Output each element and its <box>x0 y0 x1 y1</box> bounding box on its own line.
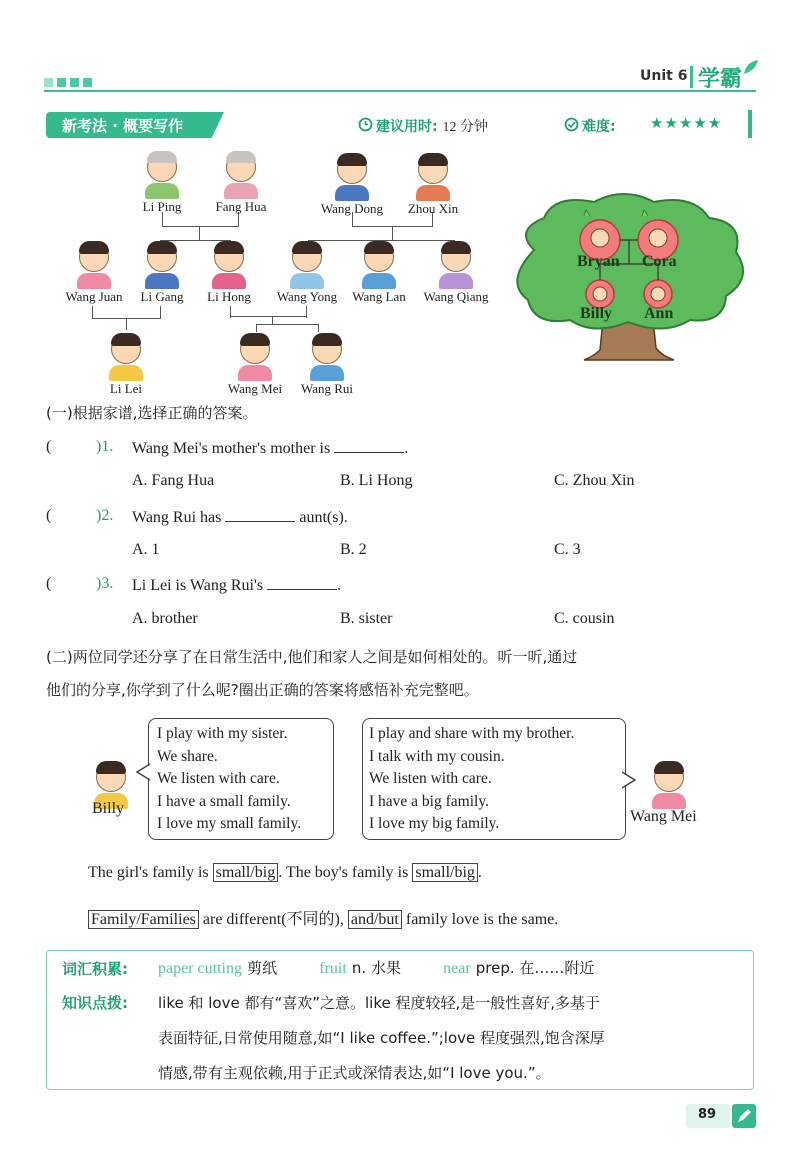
mei-avatar <box>652 762 686 809</box>
person-zhou-xin <box>400 154 466 217</box>
tree-line <box>318 324 319 332</box>
vocab-cn: n. 水果 <box>351 959 401 977</box>
family-tree-illustration <box>504 190 754 362</box>
q1-blank[interactable] <box>334 438 404 453</box>
tree-line <box>230 316 307 317</box>
conjunction-choice[interactable]: and/but <box>348 910 402 929</box>
q2-option-b[interactable]: B. 2 <box>340 541 367 558</box>
q2-text: Wang Rui has <box>132 509 222 526</box>
person-name: Wang Juan <box>65 289 123 304</box>
suggested-time <box>376 116 488 136</box>
s2-part-a: are different(不同的), <box>202 911 344 928</box>
person-name: Li Ping <box>142 199 182 214</box>
person-name: Fang Hua <box>215 199 267 214</box>
difficulty-label: 难度: <box>582 119 616 135</box>
part2-instruction-line1: (二)两位同学还分享了在日常生活中,他们和家人之间是如何相处的。听一听,通过 <box>46 648 578 666</box>
q3-number: )3. <box>96 575 114 592</box>
vocab-en: near <box>443 960 471 977</box>
person-name: Wang Yong <box>276 289 338 304</box>
q3-option-b[interactable]: B. sister <box>340 610 393 627</box>
billy-line: I play with my sister. <box>157 725 288 742</box>
vocab-label: 词汇积累: <box>62 960 128 978</box>
person-li-gang <box>132 242 192 305</box>
tip-line-1: like 和 love 都有“喜欢”之意。like 程度较轻,是一般性喜好,多基于 <box>158 994 601 1012</box>
tree-line <box>162 226 239 227</box>
leaf-icon <box>742 58 760 76</box>
q2-stem <box>132 507 348 527</box>
time-value: 12 分钟 <box>442 120 488 135</box>
person-name: Li Hong <box>207 289 251 304</box>
s2-part-b: family love is the same. <box>405 911 559 928</box>
q3-text: Li Lei is Wang Rui's <box>132 577 264 594</box>
person-wang-lan <box>346 242 412 305</box>
vocab-cn: prep. 在……附近 <box>475 959 595 977</box>
clock-icon <box>358 117 373 132</box>
person-wang-juan <box>58 242 130 305</box>
unit-label: Unit 6 <box>640 68 688 84</box>
q2-end: aunt(s). <box>299 509 348 526</box>
tree-name-ann: Ann <box>644 305 674 322</box>
q1-text: Wang Mei's mother's mother is <box>132 440 331 457</box>
person-name: Wang Lan <box>352 289 406 304</box>
q3-blank[interactable] <box>267 575 337 590</box>
family-plural-choice[interactable]: Family/Families <box>88 910 199 929</box>
mei-line: I love my big family. <box>369 815 500 832</box>
vocab-cn: 剪纸 <box>247 959 278 977</box>
bubble-pointer <box>622 770 636 790</box>
billy-line: I have a small family. <box>157 792 291 810</box>
vocab-en: paper cutting <box>158 960 242 977</box>
tree-name-bryan: Bryan <box>577 253 620 270</box>
person-li-hong <box>200 242 258 305</box>
person-li-ping <box>136 152 188 215</box>
person-wang-mei <box>222 334 288 397</box>
person-wang-yong <box>268 242 346 305</box>
person-wang-qiang <box>416 242 496 305</box>
q3-end: . <box>337 577 342 594</box>
person-name: Wang Mei <box>227 381 283 396</box>
summary-sentence-1 <box>88 864 482 882</box>
q2-option-a[interactable]: A. 1 <box>132 541 160 558</box>
mei-line: We listen with care. <box>369 770 492 787</box>
q2-blank[interactable] <box>225 507 295 522</box>
tree-line <box>272 316 273 324</box>
person-name: Li Lei <box>109 381 143 396</box>
tree-name-cora: Cora <box>642 253 677 270</box>
tree-line <box>92 306 93 318</box>
person-name: Wang Qiang <box>423 289 489 304</box>
section-tag-label: 新考法 · 概要写作 <box>62 117 184 135</box>
q1-stem <box>132 438 408 458</box>
time-label: 建议用时: <box>376 119 438 135</box>
page-number: 89 <box>698 1107 717 1122</box>
person-name: Zhou Xin <box>407 201 459 216</box>
mei-name: Wang Mei <box>630 808 697 825</box>
tree-line <box>392 226 393 240</box>
q3-option-a[interactable]: A. brother <box>132 610 198 627</box>
q1-number: )1. <box>96 438 114 455</box>
s1-part-b: . The boy's family is <box>278 864 409 881</box>
s1-part-c: . <box>477 864 482 881</box>
q1-option-a[interactable]: A. Fang Hua <box>132 472 215 489</box>
s1-part-a: The girl's family is <box>88 864 209 881</box>
tree-line <box>256 324 318 325</box>
billy-name: Billy <box>92 800 125 817</box>
q1-open-paren: ( <box>46 438 52 455</box>
bubble-pointer <box>136 762 150 782</box>
billy-line: We share. <box>157 747 218 765</box>
person-name: Wang Rui <box>300 381 354 396</box>
mei-speech-bubble <box>362 718 626 840</box>
part2-instruction-line2: 他们的分享,你学到了什么呢?圈出正确的答案将感悟补充完整吧。 <box>46 681 479 699</box>
brand-logo: 学霸 <box>698 67 743 92</box>
part1-instruction: (一)根据家谱,选择正确的答案。 <box>46 404 258 422</box>
person-wang-dong <box>312 154 392 217</box>
tip-line-3: 情感,带有主观依赖,用于正式或深情表达,如“I love you.”。 <box>158 1064 551 1082</box>
tree-line <box>126 318 127 330</box>
girl-family-choice[interactable]: small/big <box>213 863 279 882</box>
pencil-icon <box>732 1104 756 1128</box>
tip-bar <box>748 110 752 138</box>
vocab-en: fruit <box>319 960 347 977</box>
boy-family-choice[interactable]: small/big <box>412 863 478 882</box>
header-rule <box>44 90 756 92</box>
tip-label: 知识点拨: <box>62 994 128 1012</box>
mei-line: I have a big family. <box>369 792 489 810</box>
header-dots <box>44 72 96 91</box>
difficulty-stars: ★★★★★ <box>650 114 723 132</box>
q3-open-paren: ( <box>46 575 52 592</box>
q2-number: )2. <box>96 507 114 524</box>
check-icon <box>564 117 579 132</box>
q3-option-c[interactable]: C. cousin <box>554 610 615 627</box>
person-fang-hua <box>206 152 276 215</box>
tree-name-billy: Billy <box>580 305 613 322</box>
q2-option-c[interactable]: C. 3 <box>554 541 581 558</box>
q1-end: . <box>404 440 409 457</box>
tree-line <box>199 226 200 240</box>
person-name: Li Gang <box>140 289 184 304</box>
billy-line: I love my small family. <box>157 815 302 832</box>
tree-line <box>256 324 257 332</box>
mei-line: I play and share with my brother. <box>369 725 575 742</box>
person-li-lei <box>100 334 152 397</box>
person-wang-rui <box>292 334 362 397</box>
mei-line: I talk with my cousin. <box>369 747 505 765</box>
billy-line: We listen with care. <box>157 770 280 787</box>
q1-option-b[interactable]: B. Li Hong <box>340 472 413 489</box>
person-name: Wang Dong <box>320 201 384 216</box>
billy-speech-bubble <box>148 718 334 840</box>
tip-line-2: 表面特征,日常使用随意,如“I like coffee.”;love 程度强烈,饱含深厚 <box>158 1029 605 1047</box>
q3-stem <box>132 575 341 595</box>
q1-option-c[interactable]: C. Zhou Xin <box>554 472 635 489</box>
vocab-row <box>158 957 594 978</box>
tree-line <box>160 306 161 318</box>
q2-open-paren: ( <box>46 507 52 524</box>
unit-divider <box>690 66 693 88</box>
summary-sentence-2 <box>88 906 558 929</box>
